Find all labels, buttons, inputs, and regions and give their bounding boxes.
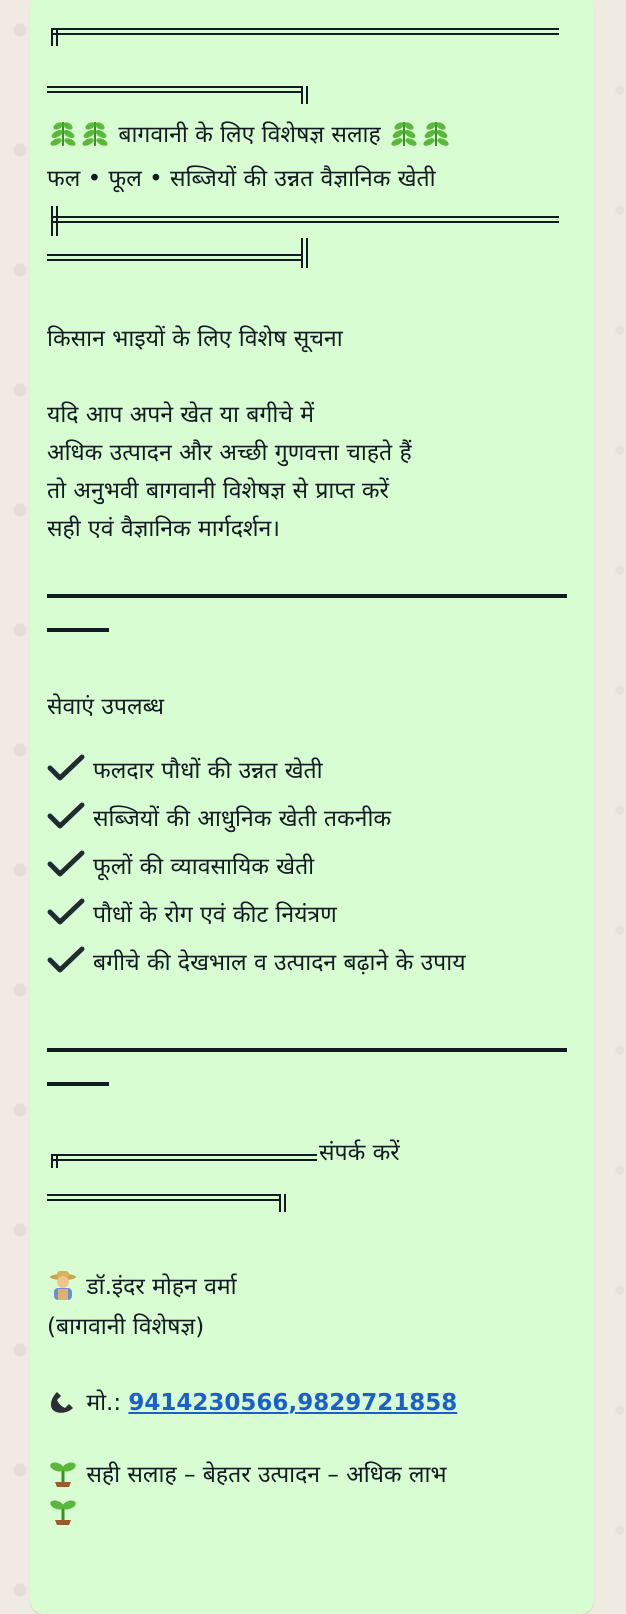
message-text [47,0,577,1532]
contact-role: (बागवानी विशेषज्ञ) [47,1314,205,1340]
herb-icon [388,116,420,148]
list-item [47,800,577,848]
notice-line: अधिक उत्पादन और अच्छी गुणवत्ता चाहते हैं [47,440,412,466]
service-label: फलदार पौधों की उन्नत खेती [93,758,323,784]
title-line [47,116,577,154]
notice-heading: किसान भाइयों के लिए विशेष सूचना [47,326,343,352]
services-list [47,752,577,992]
notice-line: तो अनुभवी बागवानी विशेषज्ञ से प्राप्त करें [47,478,389,504]
farmer-icon [47,1268,79,1300]
contact-name-line [47,1268,577,1306]
tagline: सही सलाह – बेहतर उत्पादन – अधिक लाभ [86,1462,447,1488]
list-item [47,944,577,992]
divider-short [47,1082,109,1086]
list-item [47,848,577,896]
contact-phone-line [47,1384,577,1422]
service-label: बगीचे की देखभाल व उत्पादन बढ़ाने के उपाय [93,950,466,976]
notice-line: सही एवं वैज्ञानिक मार्गदर्शन। [47,516,281,542]
check-mark-icon [47,802,85,830]
check-mark-icon [47,754,85,782]
header-subtitle: फल • फूल • सब्जियों की उन्नत वैज्ञानिक खेती [47,166,436,192]
divider [47,594,567,598]
seedling-icon [47,1494,79,1526]
decorative-frame-top [47,24,577,108]
services-heading: सेवाएं उपलब्ध [47,694,164,720]
seedling-icon [47,1456,79,1488]
notice-line: यदि आप अपने खेत या बगीचे में [47,402,314,428]
telephone-icon [47,1384,79,1416]
service-label: पौधों के रोग एवं कीट नियंत्रण [93,902,337,928]
list-item [47,896,577,944]
notice-body [47,396,577,548]
service-label: सब्जियों की आधुनिक खेती तकनीक [93,806,392,832]
phone-separator: , [288,1390,298,1416]
phone-link-2[interactable]: 9829721858 [297,1390,458,1416]
service-label: फूलों की व्यावसायिक खेती [93,854,315,880]
tagline-end [47,1494,577,1532]
phone-link-1[interactable]: 9414230566 [128,1390,289,1416]
mobile-label: मो.: [86,1390,129,1416]
contact-name: डॉ.इंदर मोहन वर्मा [86,1274,237,1300]
herb-icon [79,116,111,148]
decorative-frame-bottom [47,202,577,276]
header-title: बागवानी के लिए विशेषज्ञ सलाह [118,122,381,148]
check-mark-icon [47,898,85,926]
herb-icon [420,116,452,148]
contact-heading-frame [47,1140,577,1216]
check-mark-icon [47,946,85,974]
check-mark-icon [47,850,85,878]
divider [47,1048,567,1052]
list-item [47,752,577,800]
contact-heading: संपर्क करें [319,1140,400,1166]
tagline-line [47,1456,577,1494]
divider-short [47,628,109,632]
herb-icon [47,116,79,148]
